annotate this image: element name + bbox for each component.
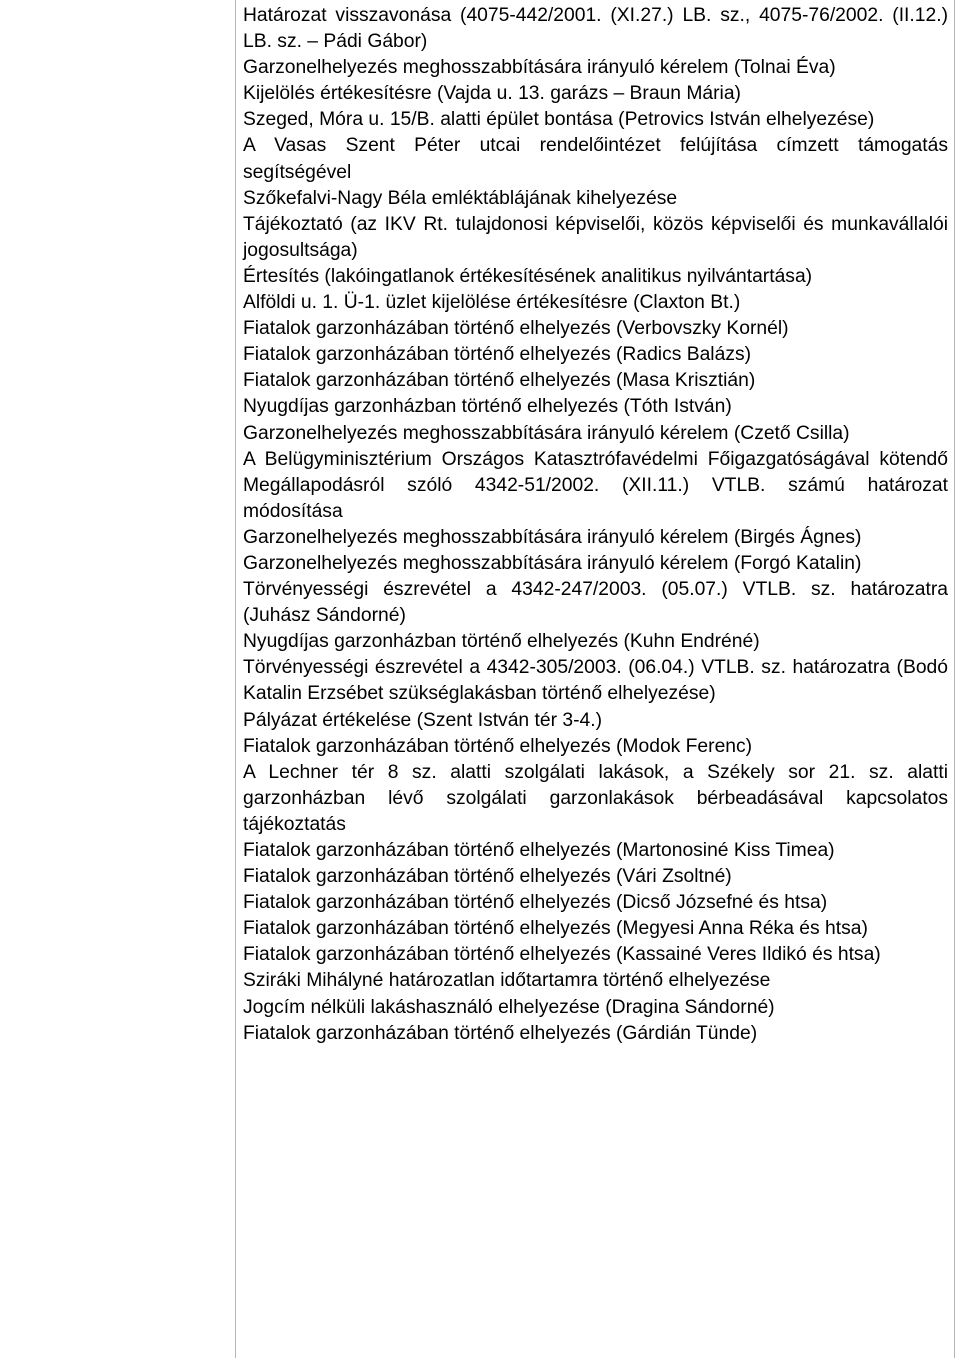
list-item: Törvényességi észrevétel a 4342-305/2003. (06.04.) VTLB. sz. határozatra (Bodó Katalin Erzsébet szükséglakásban történő elhelyezése)	[243, 657, 948, 705]
list-item: Fiatalok garzonházában történő elhelyezés (Kassainé Veres Ildikó és htsa)	[243, 944, 881, 966]
list-item: Sziráki Mihályné határozatlan időtartamra történő elhelyezése	[243, 970, 771, 992]
list-item: Fiatalok garzonházában történő elhelyezés (Gárdián Tünde)	[243, 1022, 758, 1044]
list-item: Fiatalok garzonházában történő elhelyezés (Verbovszky Kornél)	[243, 318, 789, 340]
list-item: Fiatalok garzonházában történő elhelyezés (Dicső Józsefné és htsa)	[243, 892, 828, 914]
list-item: Nyugdíjas garzonházban történő elhelyezés (Kuhn Endréné)	[243, 631, 760, 653]
list-item: Szeged, Móra u. 15/B. alatti épület bontása (Petrovics István elhelyezése)	[243, 109, 875, 131]
list-item: Fiatalok garzonházában történő elhelyezés (Radics Balázs)	[243, 344, 752, 366]
list-item: Törvényességi észrevétel a 4342-247/2003. (05.07.) VTLB. sz. határozatra (Juhász Sándorné)	[243, 579, 948, 627]
list-item: Nyugdíjas garzonházban történő elhelyezés (Tóth István)	[243, 396, 732, 418]
list-item: Tájékoztató (az IKV Rt. tulajdonosi képviselői, közös képviselői és munkavállalói jogosultsága)	[243, 213, 948, 261]
list-item: Fiatalok garzonházában történő elhelyezés (Martonosiné Kiss Timea)	[243, 840, 835, 861]
table-left-column	[0, 0, 236, 1358]
list-item: Értesítés (lakóingatlanok értékesítésének analitikus nyilvántartása)	[243, 265, 813, 287]
list-item: Kijelölés értékesítésre (Vajda u. 13. garázs – Braun Mária)	[243, 83, 741, 105]
list-item: A Vasas Szent Péter utcai rendelőintézet felújítása címzett támogatás segítségével	[243, 135, 948, 183]
list-item: Fiatalok garzonházában történő elhelyezés (Modok Ferenc)	[243, 735, 753, 757]
list-item: Garzonelhelyezés meghosszabbítására irányuló kérelem (Forgó Katalin)	[243, 552, 862, 574]
list-item: Fiatalok garzonházában történő elhelyezés (Megyesi Anna Réka és htsa)	[243, 918, 868, 940]
list-item: Pályázat értékelése (Szent István tér 3-4.)	[243, 709, 603, 731]
list-item: A Belügyminisztérium Országos Katasztrófavédelmi Főigazgatóságával kötendő Megállapodásról szóló 4342-51/2002. (XII.11.) VTLB. számú határozat módosítása	[243, 448, 948, 522]
list-item: Határozat visszavonása (4075-442/2001. (XI.27.) LB. sz., 4075-76/2002. (II.12.) LB. sz. – Pádi Gábor)	[243, 5, 948, 53]
list-item: Jogcím nélküli lakáshasználó elhelyezése (Dragina Sándorné)	[243, 996, 775, 1018]
table-right-border	[954, 0, 955, 1358]
list-item: Garzonelhelyezés meghosszabbítására irányuló kérelem (Tolnai Éva)	[243, 57, 836, 79]
list-item: Alföldi u. 1. Ü-1. üzlet kijelölése értékesítésre (Claxton Bt.)	[243, 292, 741, 314]
list-item: Fiatalok garzonházában történő elhelyezés (Masa Krisztián)	[243, 370, 756, 392]
list-item: Szőkefalvi-Nagy Béla emléktáblájának kihelyezése	[243, 187, 678, 209]
list-item: Garzonelhelyezés meghosszabbítására irányuló kérelem (Czető Csilla)	[243, 422, 850, 444]
list-item: A Lechner tér 8 sz. alatti szolgálati lakások, a Székely sor 21. sz. alatti garzonházban lévő szolgálati garzonlakások bérbeadásával kapcsolatos tájékoztatás	[243, 761, 948, 835]
agenda-list	[243, 3, 948, 1047]
list-item: Fiatalok garzonházában történő elhelyezés (Vári Zsoltné)	[243, 866, 732, 888]
list-item: Garzonelhelyezés meghosszabbítására irányuló kérelem (Birgés Ágnes)	[243, 526, 862, 548]
